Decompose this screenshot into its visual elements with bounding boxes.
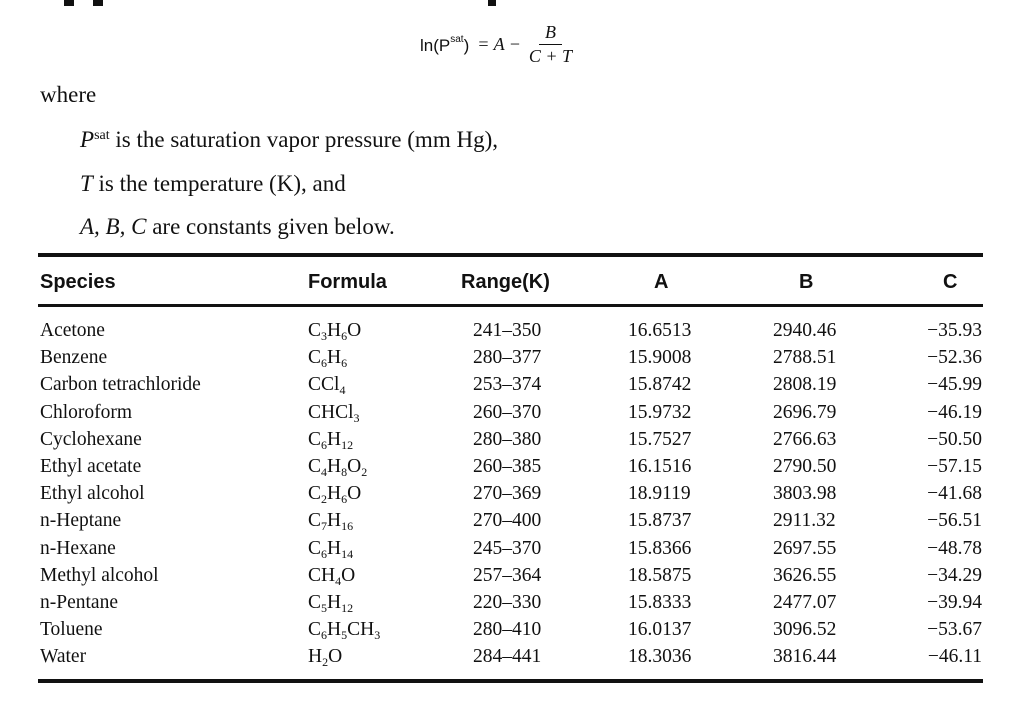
table-row <box>0 456 1016 483</box>
table-row <box>0 538 1016 565</box>
constant-b-cell: 3816.44 <box>773 646 837 668</box>
species-cell: Water <box>40 646 87 668</box>
species-cell: n-Heptane <box>40 510 122 532</box>
constant-c-cell: −46.11 <box>927 646 982 668</box>
constant-c-cell: −57.15 <box>927 455 982 477</box>
table-body <box>0 320 1016 673</box>
species-cell: Carbon tetrachloride <box>40 374 201 396</box>
range-cell: 253–374 <box>473 374 542 396</box>
constant-c-cell: −53.67 <box>927 619 982 641</box>
header-range: Range(K) <box>461 271 550 293</box>
equation-fraction <box>529 22 572 67</box>
constant-a-cell: 15.7527 <box>628 428 692 450</box>
table-row <box>0 619 1016 646</box>
constant-c-cell: −48.78 <box>927 537 982 559</box>
equation-equals-a: = A − <box>477 34 521 54</box>
constant-b-cell: 2940.46 <box>773 320 837 341</box>
constant-c-cell: −46.19 <box>927 401 982 423</box>
cropped-heading-fragment-right <box>488 0 496 6</box>
equation-denominator: C + T <box>528 46 573 66</box>
constant-c-cell: −52.36 <box>927 347 982 369</box>
species-cell: Toluene <box>40 619 103 641</box>
constant-a-cell: 15.9008 <box>628 347 692 369</box>
constant-b-cell: 2808.19 <box>773 374 837 396</box>
constant-b-cell: 2697.55 <box>773 537 837 559</box>
species-cell: Acetone <box>40 320 105 341</box>
range-cell: 241–350 <box>473 320 542 341</box>
definition-t: T is the temperature (K), and <box>80 171 346 196</box>
constant-c-cell: −34.29 <box>927 564 982 586</box>
range-cell: 245–370 <box>473 537 542 559</box>
table-row <box>0 646 1016 673</box>
formula-cell: $C_5H_{12}$ <box>308 591 354 615</box>
constant-a-cell: 15.8742 <box>628 374 692 396</box>
constant-c-cell: −35.93 <box>927 320 982 341</box>
cropped-heading-fragment-left <box>64 0 74 6</box>
constant-a-cell: 16.6513 <box>628 320 692 341</box>
formula-cell: CHCl$_3$ <box>308 401 360 425</box>
table-header-rule <box>38 304 983 307</box>
constant-a-cell: 15.8333 <box>628 591 692 613</box>
species-cell: Cyclohexane <box>40 428 142 450</box>
table-row <box>0 402 1016 429</box>
constant-a-cell: 15.8737 <box>628 510 692 532</box>
constant-b-cell: 2911.32 <box>773 510 836 532</box>
table-row <box>0 592 1016 619</box>
constant-b-cell: 3626.55 <box>773 564 837 586</box>
formula-cell: $C_7H_{16}$ <box>308 510 354 534</box>
constant-b-cell: 2788.51 <box>773 347 837 369</box>
constant-a-cell: 15.9732 <box>628 401 692 423</box>
header-b: B <box>799 271 814 293</box>
constant-c-cell: −41.68 <box>927 483 982 505</box>
cropped-heading-fragment-left-2 <box>93 0 103 6</box>
formula-cell: $C_6H_5CH_3$ <box>308 619 381 643</box>
formula-cell: $C_3H_6O$ <box>308 320 362 343</box>
range-cell: 270–400 <box>473 510 542 532</box>
constant-a-cell: 16.1516 <box>628 455 692 477</box>
header-species: Species <box>40 271 116 293</box>
where-label: where <box>40 82 97 107</box>
species-cell: Benzene <box>40 347 108 369</box>
equation-lhs: $\ln(P^{sat})$ <box>420 33 470 55</box>
constant-a-cell: 18.5875 <box>628 564 692 586</box>
formula-cell: CCl$_4$ <box>308 374 346 398</box>
range-cell: 270–369 <box>473 483 542 505</box>
antoine-equation <box>420 22 572 67</box>
header-c: C <box>943 271 958 293</box>
constant-c-cell: −45.99 <box>927 374 982 396</box>
table-row <box>0 429 1016 456</box>
formula-cell: $H_2O$ <box>308 646 343 670</box>
species-cell: Ethyl acetate <box>40 455 142 477</box>
constant-c-cell: −56.51 <box>927 510 982 532</box>
range-cell: 260–385 <box>473 455 542 477</box>
range-cell: 280–380 <box>473 428 542 450</box>
range-cell: 280–377 <box>473 347 542 369</box>
table-row <box>0 483 1016 510</box>
species-cell: n-Hexane <box>40 537 116 559</box>
constant-b-cell: 2696.79 <box>773 401 837 423</box>
formula-cell: $C_6H_{14}$ <box>308 537 354 561</box>
constant-a-cell: 18.3036 <box>628 646 692 668</box>
constant-b-cell: 2477.07 <box>773 591 837 613</box>
range-cell: 257–364 <box>473 564 542 586</box>
formula-cell: $C_4H_8O_2$ <box>308 455 368 479</box>
constant-c-cell: −39.94 <box>927 591 982 613</box>
table-top-rule <box>38 253 983 257</box>
range-cell: 280–410 <box>473 619 542 641</box>
constant-a-cell: 15.8366 <box>628 537 692 559</box>
constant-b-cell: 2766.63 <box>773 428 837 450</box>
species-cell: n-Pentane <box>40 591 118 613</box>
formula-cell: $C_6H_{12}$ <box>308 428 354 452</box>
table-row <box>0 374 1016 401</box>
constant-b-cell: 2790.50 <box>773 455 837 477</box>
formula-cell: $CH_4O$ <box>308 564 356 588</box>
constant-b-cell: 3803.98 <box>773 483 837 505</box>
range-cell: 220–330 <box>473 591 542 613</box>
formula-cell: $C_2H_6O$ <box>308 483 362 507</box>
species-cell: Chloroform <box>40 401 133 423</box>
table-row <box>0 320 1016 347</box>
range-cell: 284–441 <box>473 646 542 668</box>
constant-a-cell: 18.9119 <box>628 483 691 505</box>
table-row <box>0 510 1016 537</box>
species-cell: Ethyl alcohol <box>40 483 145 505</box>
range-cell: 260–370 <box>473 401 542 423</box>
table-row <box>0 347 1016 374</box>
header-formula: Formula <box>308 271 387 293</box>
table-row <box>0 565 1016 592</box>
definition-psat: $P^{sat}$ is the saturation vapor pressure (mm Hg), <box>80 127 498 152</box>
definition-constants: A, B, C are constants given below. <box>80 214 395 239</box>
species-cell: Methyl alcohol <box>40 564 159 586</box>
equation-numerator: B <box>539 22 562 45</box>
constant-b-cell: 3096.52 <box>773 619 837 641</box>
constant-a-cell: 16.0137 <box>628 619 692 641</box>
table-bottom-rule <box>38 679 983 683</box>
header-a: A <box>654 271 669 293</box>
constant-c-cell: −50.50 <box>927 428 982 450</box>
formula-cell: $C_6H_6$ <box>308 347 348 371</box>
